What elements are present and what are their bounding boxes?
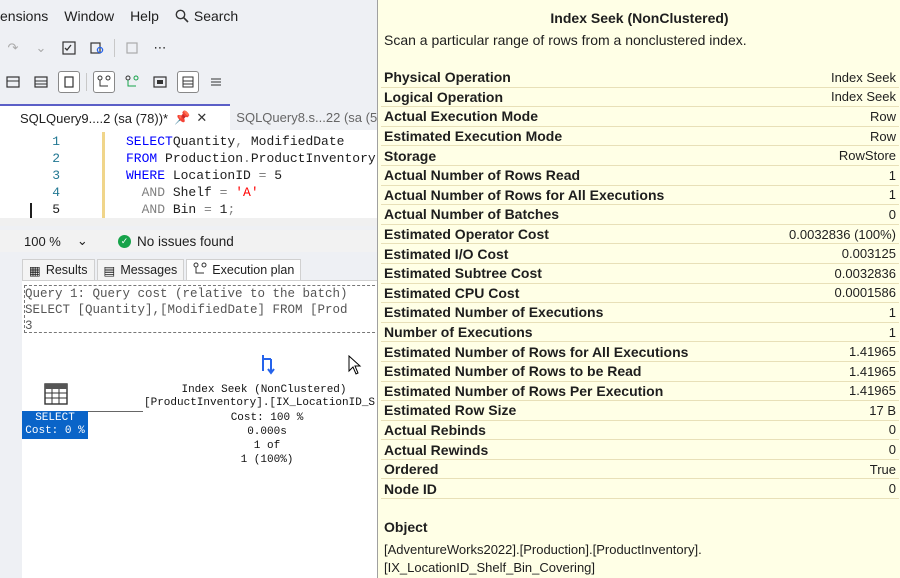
tooltip-row-label: Actual Number of Rows Read — [384, 167, 581, 184]
code-token: Production — [157, 151, 244, 166]
tooltip-row-label: Actual Number of Rows for All Executions — [384, 186, 665, 203]
tooltip-row-value: 17 B — [869, 402, 896, 418]
zoom-value: 100 % — [24, 233, 61, 249]
code-token: ProductInventory — [250, 151, 376, 166]
tooltip-row — [381, 186, 899, 206]
select-name: SELECT — [35, 412, 75, 424]
code-token: FROM — [126, 151, 158, 166]
code-token: . — [243, 151, 251, 166]
code-line[interactable] — [0, 185, 380, 202]
index-seek-icon[interactable] — [257, 353, 277, 375]
zoom-select[interactable] — [0, 233, 118, 249]
checklist-icon[interactable] — [58, 37, 80, 59]
mouse-cursor-icon — [348, 355, 362, 375]
find-in-files-icon[interactable] — [86, 37, 108, 59]
tooltip-row-label: Estimated CPU Cost — [384, 284, 520, 301]
editor-status-bar — [0, 230, 380, 252]
tooltip-row-value: 1.41965 — [849, 344, 896, 360]
seek-cost: Cost: 100 % — [230, 412, 304, 424]
code-line[interactable] — [0, 134, 380, 151]
tooltip-object-label: Object — [384, 519, 428, 535]
menu-window[interactable]: Window — [64, 8, 115, 24]
code-token: = — [258, 168, 267, 183]
select-operator-label[interactable] — [22, 411, 88, 439]
code-token: AND — [126, 202, 166, 217]
tooltip-row-value: 0.0032836 (100%) — [789, 226, 896, 242]
tooltip-row-value: 0.0001586 — [834, 285, 896, 301]
code-line[interactable] — [0, 202, 380, 219]
tab-label: SQLQuery9....2 (sa (78))* — [20, 110, 169, 126]
code-token: Shelf — [165, 185, 220, 200]
line-number: 5 — [52, 202, 60, 217]
tooltip-row-label: Estimated Row Size — [384, 402, 517, 419]
execution-plan-icon — [193, 262, 207, 279]
tooltip-row-label: Estimated Number of Rows Per Execution — [384, 382, 664, 399]
tooltip-row — [381, 362, 899, 382]
tooltip-row-label: Estimated Number of Rows for All Executions — [384, 343, 689, 360]
tooltip-row-value: 0 — [888, 206, 896, 222]
tooltip-row-value: Row — [869, 108, 896, 124]
tooltip-row-value: 0 — [888, 481, 896, 497]
code-token: = — [204, 202, 212, 217]
tooltip-row-value: 0.003125 — [841, 246, 896, 262]
tooltip-row-value: 1 — [888, 324, 896, 340]
tooltip-row — [381, 382, 899, 402]
panel-left-edge — [0, 280, 22, 578]
tooltip-row — [381, 244, 899, 264]
tooltip-row-label: Estimated Number of Executions — [384, 304, 604, 321]
results-tabs — [0, 258, 380, 280]
search-icon — [175, 9, 189, 23]
code-text — [126, 134, 344, 149]
tooltip-row — [381, 88, 899, 108]
tab-sqlquery9[interactable] — [0, 104, 230, 130]
operator-tooltip — [377, 0, 900, 578]
pin-icon[interactable]: 📌 — [174, 110, 191, 125]
tooltip-row — [381, 284, 899, 304]
grid-icon: ▦ — [29, 263, 41, 278]
line-number: 1 — [52, 134, 60, 149]
tooltip-row — [381, 421, 899, 441]
query-text-line-3: 3 — [25, 319, 33, 333]
code-text — [126, 185, 259, 200]
tooltip-row-label: Estimated Subtree Cost — [384, 265, 542, 282]
code-token: AND — [126, 185, 166, 200]
include-actual-plan-icon[interactable] — [177, 71, 199, 93]
seek-name: Index Seek (NonClustered) — [181, 384, 347, 396]
chevron-down-icon[interactable]: ⌄ — [35, 40, 47, 55]
tooltip-row — [381, 127, 899, 147]
object-line-1: [AdventureWorks2022].[Production].[ProductInventory]. — [384, 542, 702, 557]
tooltip-row — [381, 166, 899, 186]
select-cost: Cost: 0 % — [25, 425, 85, 437]
tab-messages[interactable] — [97, 259, 185, 280]
tooltip-row-value: RowStore — [838, 148, 896, 164]
code-text — [126, 168, 282, 183]
execution-plan-canvas[interactable] — [22, 280, 380, 578]
code-token: 5 — [266, 168, 283, 183]
tooltip-row — [381, 205, 899, 225]
messages-icon: ▤ — [103, 263, 116, 278]
display-estimated-plan-icon[interactable] — [93, 71, 115, 93]
code-token: 1 — [211, 202, 228, 217]
tooltip-properties — [381, 68, 899, 499]
tooltip-row-value: 1 — [888, 304, 896, 320]
tooltip-row-value: 0 — [888, 422, 896, 438]
code-line[interactable] — [0, 151, 380, 168]
tooltip-row-value: 1.41965 — [849, 363, 896, 379]
toolbar-separator — [86, 73, 87, 91]
tooltip-row-label: Estimated I/O Cost — [384, 245, 509, 262]
code-token: = — [219, 185, 228, 200]
plan-connector — [88, 411, 143, 412]
tooltip-row — [381, 303, 899, 323]
select-operator-icon[interactable] — [42, 381, 72, 409]
toolbar-standard — [0, 34, 380, 62]
tooltip-row-label: Number of Executions — [384, 324, 533, 341]
results-to-file-icon[interactable] — [58, 71, 80, 93]
code-token: ModifiedDate — [243, 134, 345, 149]
code-token: LocationID — [165, 168, 259, 183]
tooltip-row-value: True — [869, 461, 896, 477]
tab-label: SQLQuery8.s...22 (sa (5 — [236, 109, 378, 125]
tooltip-row-label: Physical Operation — [384, 69, 511, 86]
tooltip-row-label: Actual Rebinds — [384, 421, 486, 438]
tooltip-row-value: 0 — [888, 442, 896, 458]
tab-label: Messages — [120, 263, 178, 277]
query-editor[interactable] — [0, 130, 380, 225]
line-number: 4 — [52, 185, 60, 200]
tooltip-row-label: Ordered — [384, 461, 439, 478]
tab-results[interactable] — [22, 259, 95, 280]
line-number: 3 — [52, 168, 60, 183]
tooltip-row — [381, 323, 899, 343]
editor-horizontal-scrollbar[interactable] — [0, 218, 380, 226]
check-circle-icon: ✓ — [118, 235, 131, 248]
menu-bar — [0, 0, 380, 32]
results-to-text-icon[interactable] — [2, 71, 24, 93]
menu-extensions[interactable]: ensions — [0, 8, 49, 24]
code-token: Bin — [165, 202, 205, 217]
tooltip-title: Index Seek (NonClustered) — [550, 10, 729, 26]
more-icon[interactable]: ⋯ — [153, 40, 167, 55]
query-text-line: SELECT [Quantity],[ModifiedDate] FROM [Prod — [25, 303, 348, 317]
tooltip-row-value: 0.0032836 — [834, 265, 896, 281]
code-token: 'A' — [235, 185, 259, 200]
tooltip-row — [381, 107, 899, 127]
seek-rows-of: 1 of — [253, 440, 281, 452]
line-number: 2 — [52, 151, 60, 166]
tab-label: Execution plan — [212, 263, 295, 277]
results-to-grid-icon[interactable] — [30, 71, 52, 93]
tooltip-row-value: Index Seek — [830, 89, 896, 105]
tooltip-row — [381, 264, 899, 284]
tooltip-row — [381, 68, 899, 88]
seek-time: 0.000s — [247, 426, 287, 438]
code-token: WHERE — [126, 168, 166, 183]
tooltip-row-value: 1 — [888, 167, 896, 183]
tooltip-row-label: Estimated Number of Rows to be Read — [384, 363, 642, 380]
tooltip-row — [381, 342, 899, 362]
tab-sqlquery8[interactable] — [230, 104, 380, 130]
seek-rows-pct: 1 (100%) — [240, 454, 294, 466]
redo-icon[interactable]: ↷ — [7, 40, 19, 55]
document-tabs — [0, 104, 380, 130]
search-label: Search — [193, 8, 239, 24]
tooltip-row-label: Estimated Operator Cost — [384, 226, 549, 243]
properties-icon[interactable] — [121, 37, 143, 59]
tooltip-row — [381, 146, 899, 166]
toolbar-separator — [114, 39, 115, 57]
include-live-plan-icon[interactable] — [121, 71, 143, 93]
comment-icon[interactable] — [205, 71, 227, 93]
tooltip-object-value — [384, 541, 702, 577]
tab-label: Results — [45, 263, 88, 277]
tab-execution-plan[interactable] — [186, 259, 301, 280]
tooltip-row — [381, 225, 899, 245]
tooltip-row-label: Node ID — [384, 480, 437, 497]
tooltip-row — [381, 440, 899, 460]
tooltip-row-label: Estimated Execution Mode — [384, 128, 563, 145]
object-line-2: [IX_LocationID_Shelf_Bin_Covering] — [384, 560, 596, 575]
seek-object: [ProductInventory].[IX_LocationID_S — [144, 397, 376, 409]
code-token: , — [235, 134, 244, 149]
code-text — [126, 202, 235, 217]
tooltip-row-label: Logical Operation — [384, 88, 504, 105]
client-statistics-icon[interactable] — [149, 71, 171, 93]
code-token: Quantity — [172, 134, 236, 149]
code-token: ; — [227, 202, 236, 217]
query-cost-line: Query 1: Query cost (relative to the batch) — [25, 287, 348, 301]
tooltip-row-value: 1 — [888, 187, 896, 203]
tooltip-row-value: 1.41965 — [849, 383, 896, 399]
tooltip-row — [381, 460, 899, 480]
chevron-down-icon: ⌄ — [76, 233, 88, 248]
issues-text: No issues found — [137, 233, 234, 249]
close-icon[interactable]: ✕ — [196, 110, 208, 125]
tooltip-row-value: Row — [869, 128, 896, 144]
tooltip-row-label: Actual Execution Mode — [384, 108, 539, 125]
code-token: SELECT — [126, 134, 173, 149]
code-text — [126, 151, 376, 166]
tooltip-row-label: Actual Rewinds — [384, 441, 489, 458]
tooltip-row-label: Actual Number of Batches — [384, 206, 560, 223]
menu-help[interactable]: Help — [130, 8, 159, 24]
issues-indicator[interactable] — [118, 234, 234, 249]
tooltip-row — [381, 401, 899, 421]
tooltip-row-value: Index Seek — [830, 69, 896, 85]
tooltip-row-label: Storage — [384, 147, 437, 164]
toolbar-sql — [0, 67, 380, 97]
tooltip-description: Scan a particular range of rows from a nonclustered index. — [384, 32, 747, 48]
code-line[interactable] — [0, 168, 380, 185]
menu-search[interactable] — [167, 8, 246, 24]
tooltip-row — [381, 479, 899, 499]
